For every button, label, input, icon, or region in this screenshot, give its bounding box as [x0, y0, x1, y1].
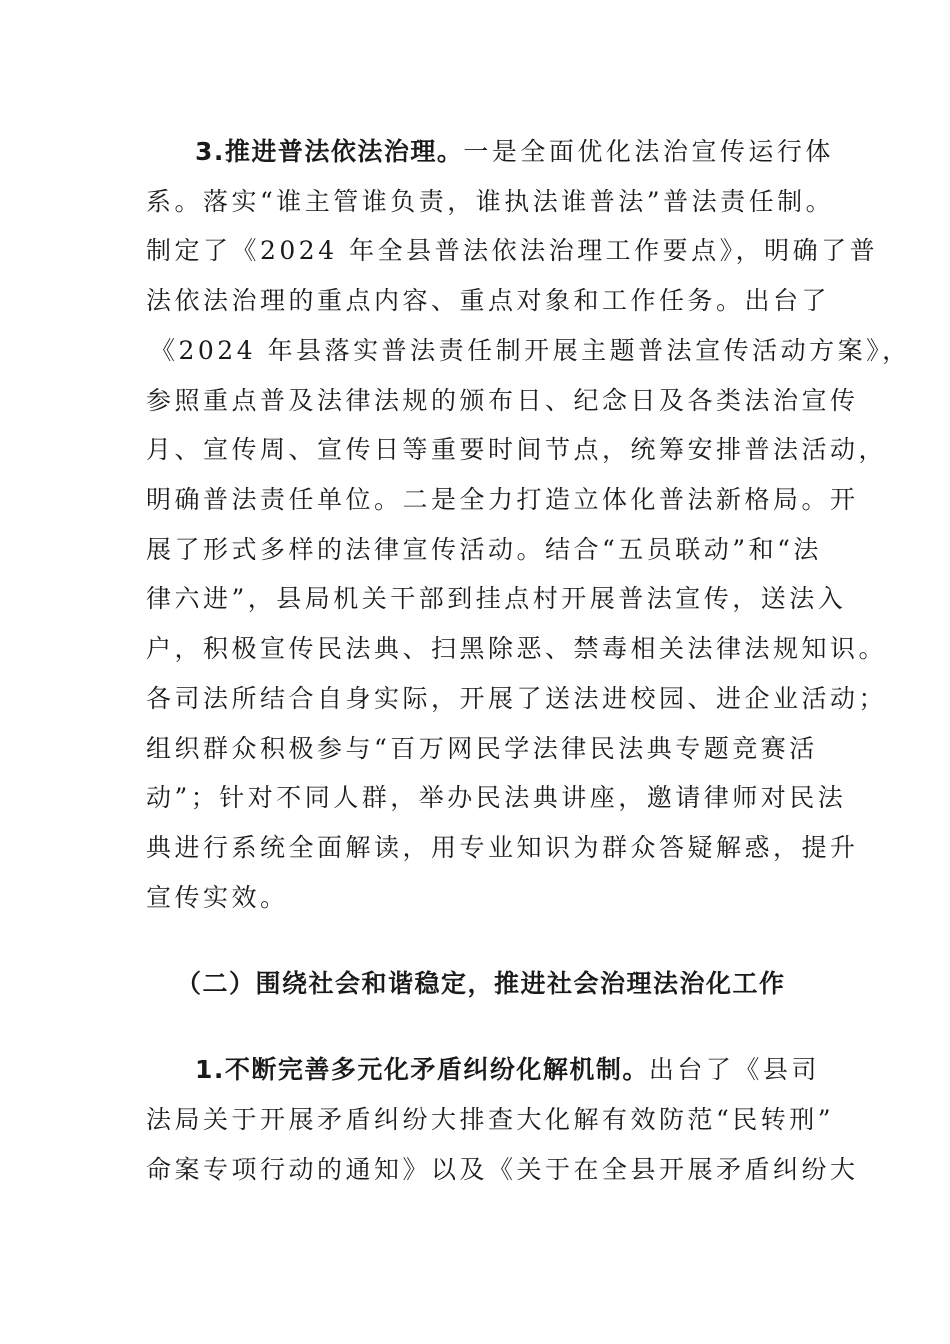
paragraph-line: 律六进”，县局机关干部到挂点村开展普法宣传，送法入: [146, 584, 847, 613]
section-1-text: 出台了《县司: [648, 1055, 820, 1084]
section-3-title: 3.推进普法依法治理。: [195, 137, 464, 166]
paragraph-line: 法局关于开展矛盾纠纷大排查大化解有效防范“民转刑”: [146, 1105, 835, 1134]
paragraph-line: [195, 134, 834, 170]
paragraph-line: 宣传实效。: [146, 883, 289, 912]
paragraph-line: 明确普法责任单位。二是全力打造立体化普法新格局。开: [146, 485, 859, 514]
paragraph-line: 法依法治理的重点内容、重点对象和工作任务。出台了: [146, 286, 831, 315]
paragraph-line: 典进行系统全面解读，用专业知识为群众答疑解惑，提升: [146, 833, 859, 862]
paragraph-line: 动”；针对不同人群，举办民法典讲座，邀请律师对民法: [146, 783, 847, 812]
paragraph-line: 组织群众积极参与“百万网民学法律民法典专题竞赛活: [146, 734, 818, 763]
paragraph-line: 制定了《2024 年全县普法依法治理工作要点》，明确了普: [146, 236, 879, 265]
paragraph-line: [195, 1052, 820, 1088]
paragraph-line: 展了形式多样的法律宣传活动。结合“五员联动”和“法: [146, 535, 822, 564]
paragraph-line: 户，积极宣传民法典、扫黑除恶、禁毒相关法律法规知识。: [146, 634, 888, 663]
paragraph-line: 系。落实“谁主管谁负责，谁执法谁普法”普法责任制。: [146, 187, 835, 216]
paragraph-line: 参照重点普及法律法规的颁布日、纪念日及各类法治宣传: [146, 386, 859, 415]
section-1-title: 1.不断完善多元化矛盾纠纷化解机制。: [195, 1055, 649, 1084]
paragraph-line: 命案专项行动的通知》以及《关于在全县开展矛盾纠纷大: [146, 1155, 859, 1184]
paragraph-line: 各司法所结合自身实际，开展了送法进校园、进企业活动；: [146, 684, 888, 713]
section-3-text: 一是全面优化法治宣传运行体: [463, 137, 834, 166]
paragraph-line: 月、宣传周、宣传日等重要时间节点，统筹安排普法活动，: [146, 435, 888, 464]
paragraph-line: 《2024 年县落实普法责任制开展主题普法宣传活动方案》，: [150, 336, 911, 365]
section-heading: （二）围绕社会和谐稳定，推进社会治理法治化工作: [176, 969, 786, 998]
